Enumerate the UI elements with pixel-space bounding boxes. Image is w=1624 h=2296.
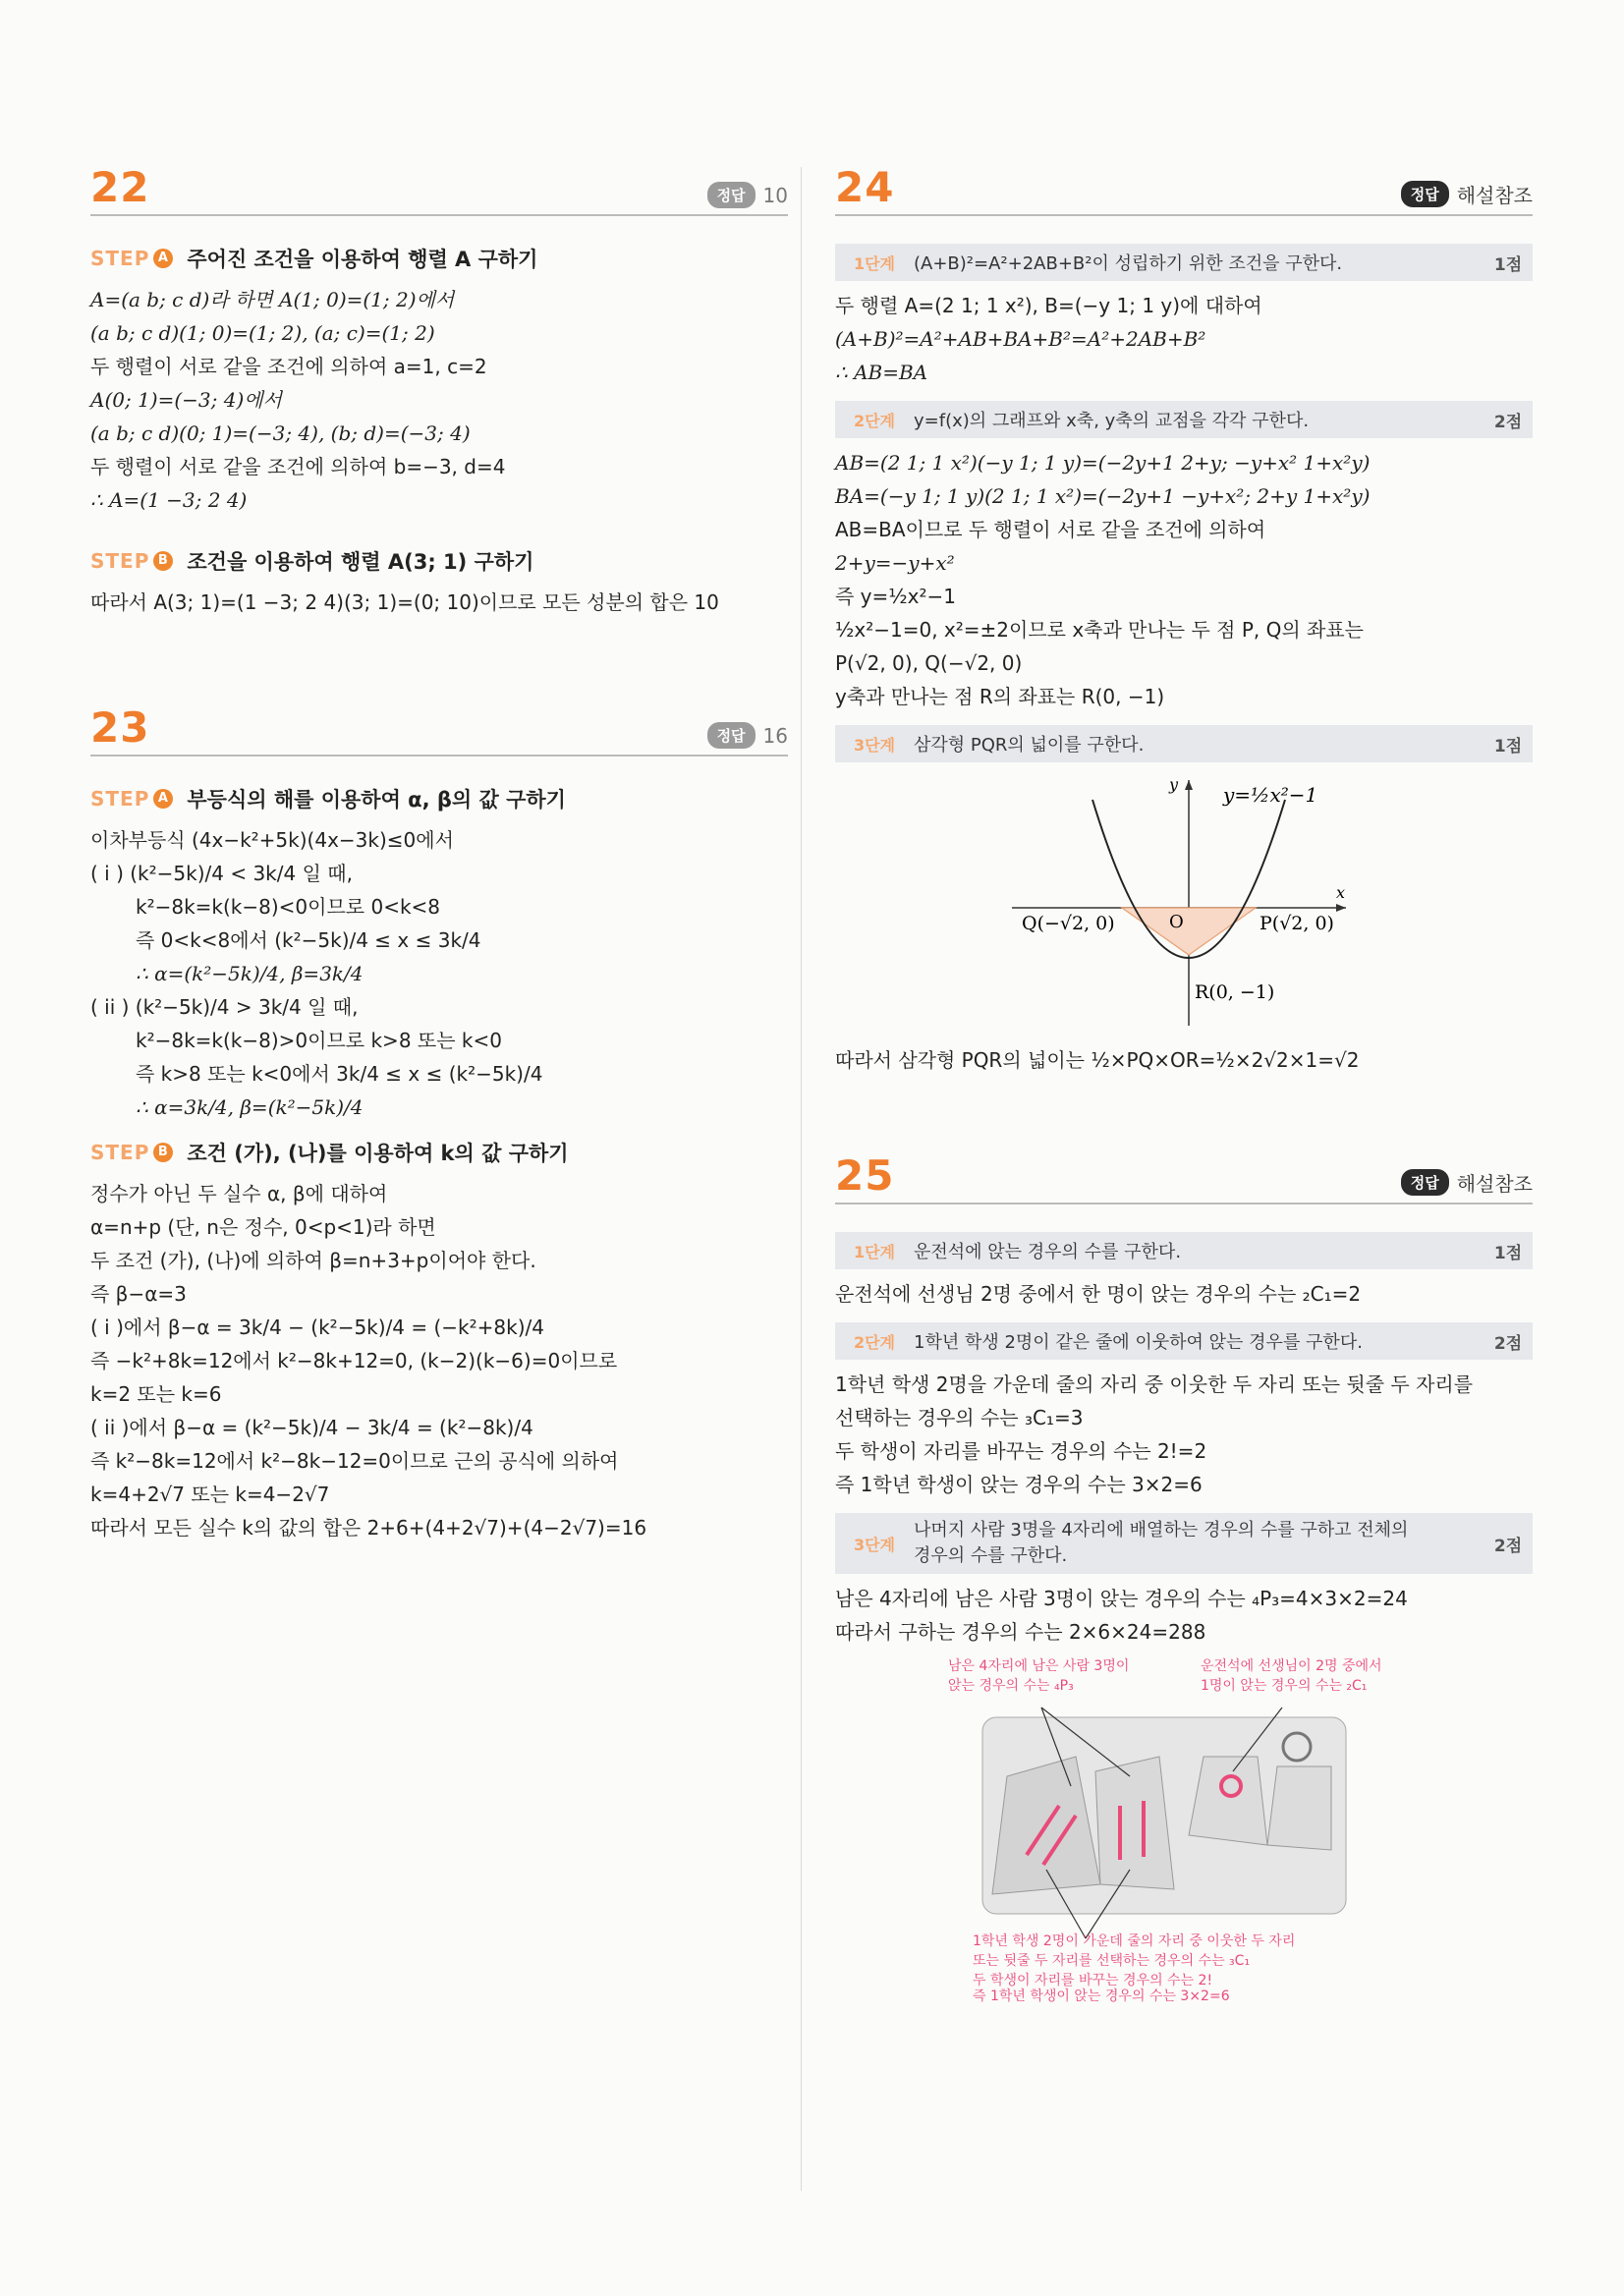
- front-passenger-seat: [1267, 1766, 1331, 1850]
- problem-24-header: [835, 163, 1533, 216]
- annotation-driver-seat-1: 운전석에 선생님이 2명 중에서: [1201, 1658, 1382, 1674]
- step-a-heading: [90, 784, 788, 813]
- solution-line: 운전석에 선생님 2명 중에서 한 명이 앉는 경우의 수는 ₂C₁=2: [835, 1282, 1362, 1306]
- solution-line: 즉 y=½x²−1: [835, 585, 956, 608]
- solution-line: AB=BA이므로 두 행렬이 서로 같을 조건에 의하여: [835, 518, 1266, 541]
- right-column: [835, 163, 1533, 2006]
- step-label: STEP: [90, 787, 150, 811]
- step-title: 주어진 조건을 이용하여 행렬 A 구하기: [187, 248, 538, 271]
- step-text: 운전석에 앉는 경우의 수를 구한다.: [914, 1242, 1182, 1262]
- solution-line: k²−8k=k(k−8)<0이므로 0<k<8: [136, 895, 441, 919]
- solution-line: 두 조건 (가), (나)에 의하여 β=n+3+p이어야 한다.: [90, 1249, 536, 1272]
- solution-line: 두 행렬이 서로 같을 조건에 의하여 a=1, c=2: [90, 355, 487, 378]
- step-letter: A: [153, 789, 173, 809]
- step-title: 조건 (가), (나)를 이용하여 k의 값 구하기: [187, 1142, 569, 1165]
- triangle-pqr: [1122, 908, 1256, 955]
- annotation-remaining-seats-2: 앉는 경우의 수는 ₄P₃: [948, 1678, 1074, 1694]
- step-text: 삼각형 PQR의 넓이를 구한다.: [914, 735, 1145, 756]
- solution-line: BA=(−y 1; 1 y)(2 1; 1 x²)=(−2y+1 −y+x²; 2+y 1+x²y): [835, 484, 1371, 508]
- parabola-graph: [835, 770, 1533, 1036]
- solution-line: AB=(2 1; 1 x²)(−y 1; 1 y)=(−2y+1 2+y; −y+x² 1+x²y): [835, 451, 1371, 475]
- solution-line: (a b; c d)(0; 1)=(−3; 4), (b; d)=(−3; 4): [90, 421, 471, 445]
- solution-line: (A+B)²=A²+AB+BA+B²=A²+2AB+B²: [835, 327, 1206, 351]
- solution-line: 즉 0<k<8에서 (k²−5k)/4 ≤ x ≤ 3k/4: [136, 928, 481, 952]
- solution-line: 두 학생이 자리를 바꾸는 경우의 수는 2!=2: [835, 1439, 1207, 1463]
- step-bar-2: [835, 401, 1533, 438]
- answer-value: 10: [762, 183, 788, 207]
- solution-line: 정수가 아닌 두 실수 α, β에 대하여: [90, 1182, 388, 1205]
- solution-line: 남은 4자리에 남은 사람 3명이 앉는 경우의 수는 ₄P₃=4×3×2=24: [835, 1587, 1408, 1610]
- solution-line: 이차부등식 (4x−k²+5k)(4x−3k)≤0에서: [90, 828, 454, 852]
- step-tag: 3단계: [853, 1535, 896, 1554]
- step-bar-2: [835, 1322, 1533, 1360]
- solution-line: 따라서 모든 실수 k의 값의 합은 2+6+(4+2√7)+(4−2√7)=16: [90, 1516, 647, 1540]
- step-letter: A: [153, 249, 173, 268]
- solution-line: 즉 −k²+8k=12에서 k²−8k+12=0, (k−2)(k−6)=0이므로: [90, 1349, 618, 1372]
- solution-line: P(√2, 0), Q(−√2, 0): [835, 651, 1023, 675]
- annotation-driver-seat-2: 1명이 앉는 경우의 수는 ₂C₁: [1201, 1678, 1368, 1694]
- solution-line: 선택하는 경우의 수는 ₃C₁=3: [835, 1406, 1084, 1429]
- step-points: 1점: [1493, 1243, 1523, 1263]
- step-text-line-1: 나머지 사람 3명을 4자리에 배열하는 경우의 수를 구하고 전체의: [914, 1520, 1409, 1540]
- answer-label: 정답: [1401, 1169, 1449, 1196]
- answer-value: 해설참조: [1456, 184, 1533, 207]
- solution-line: 따라서 A(3; 1)=(1 −3; 2 4)(3; 1)=(0; 10)이므로 모든 성분의 합은 10: [90, 590, 719, 614]
- step-text-line-2: 경우의 수를 구한다.: [914, 1545, 1068, 1566]
- x-axis-label: x: [1336, 883, 1346, 902]
- solution-line: ∴ AB=BA: [835, 361, 928, 384]
- step-points: 1점: [1493, 254, 1523, 275]
- driver-seat: [1189, 1757, 1267, 1845]
- step-points: 2점: [1493, 1536, 1523, 1556]
- problem-22-header: [90, 163, 788, 216]
- step-tag: 2단계: [853, 1332, 896, 1352]
- step-tag: 1단계: [853, 253, 896, 273]
- solution-line: ½x²−1=0, x²=±2이므로 x축과 만나는 두 점 P, Q의 좌표는: [835, 618, 1364, 642]
- step-label: STEP: [90, 549, 150, 573]
- solution-line: k=2 또는 k=6: [90, 1382, 222, 1406]
- annotation-students-1: 1학년 학생 2명이 가운데 줄의 자리 중 이웃한 두 자리: [973, 1933, 1296, 1949]
- solution-line: 따라서 구하는 경우의 수는 2×6×24=288: [835, 1620, 1206, 1644]
- solution-line: ∴ α=3k/4, β=(k²−5k)/4: [136, 1095, 364, 1119]
- problem-23-header: [90, 703, 788, 756]
- problem-number: 24: [835, 163, 895, 211]
- step-text: 1학년 학생 2명이 같은 줄에 이웃하여 앉는 경우를 구한다.: [914, 1332, 1363, 1353]
- answer-label: 정답: [1401, 181, 1449, 207]
- answer-box: [1401, 1168, 1533, 1197]
- answer-box: [707, 182, 788, 208]
- annotation-students-4: 즉 1학년 학생이 앉는 경우의 수는 3×2=6: [973, 1988, 1230, 2002]
- solution-line: 즉 1학년 학생이 앉는 경우의 수는 3×2=6: [835, 1473, 1203, 1496]
- solution-line: 즉 β−α=3: [90, 1282, 187, 1306]
- car-seating-illustration: [835, 1649, 1533, 2002]
- answer-box: [1401, 180, 1533, 208]
- step-a-heading: [90, 244, 788, 273]
- solution-line: ∴ A=(1 −3; 2 4): [90, 488, 248, 512]
- problem-25-header: [835, 1151, 1533, 1204]
- point-p-label: P(√2, 0): [1260, 913, 1334, 934]
- solution-line: 따라서 삼각형 PQR의 넓이는 ½×PQ×OR=½×2√2×1=√2: [835, 1048, 1360, 1072]
- x-axis-arrow: [1336, 904, 1346, 912]
- solution-line: α=n+p (단, n은 정수, 0<p<1)라 하면: [90, 1215, 436, 1239]
- step-tag: 3단계: [853, 735, 896, 755]
- y-axis-label: y: [1169, 775, 1179, 794]
- solution-line: 2+y=−y+x²: [835, 551, 955, 575]
- step-points: 2점: [1493, 412, 1523, 432]
- step-letter: B: [153, 1143, 173, 1162]
- step-text: y=f(x)의 그래프와 x축, y축의 교점을 각각 구한다.: [914, 411, 1310, 431]
- step-letter: B: [153, 551, 173, 571]
- step-points: 2점: [1493, 1333, 1523, 1354]
- solution-line: ( i ) (k²−5k)/4 < 3k/4 일 때,: [90, 862, 353, 885]
- annotation-students-2: 또는 뒷줄 두 자리를 선택하는 경우의 수는 ₃C₁: [973, 1953, 1251, 1969]
- step-tag: 1단계: [853, 1242, 896, 1261]
- solution-line: y축과 만나는 점 R의 좌표는 R(0, −1): [835, 685, 1165, 708]
- solution-line: 두 행렬 A=(2 1; 1 x²), B=(−y 1; 1 y)에 대하여: [835, 294, 1262, 317]
- step-text: (A+B)²=A²+2AB+B²이 성립하기 위한 조건을 구한다.: [914, 253, 1343, 274]
- answer-label: 정답: [707, 182, 756, 208]
- y-axis-arrow: [1185, 780, 1193, 790]
- solution-line: A(0; 1)=(−3; 4)에서: [90, 388, 282, 412]
- solution-line: k=4+2√7 또는 k=4−2√7: [90, 1483, 330, 1506]
- step-label: STEP: [90, 247, 150, 270]
- step-title: 조건을 이용하여 행렬 A(3; 1) 구하기: [187, 550, 534, 574]
- solution-line: (a b; c d)(1; 0)=(1; 2), (a; c)=(1; 2): [90, 321, 435, 345]
- curve-label: y=½x²−1: [1223, 783, 1318, 807]
- step-b-heading: [90, 1138, 788, 1167]
- step-label: STEP: [90, 1141, 150, 1164]
- step-bar-3: [835, 725, 1533, 762]
- solution-line: k²−8k=k(k−8)>0이므로 k>8 또는 k<0: [136, 1029, 502, 1052]
- point-q-label: Q(−√2, 0): [1022, 913, 1115, 934]
- problem-number: 23: [90, 703, 150, 752]
- problem-number: 25: [835, 1151, 895, 1200]
- step-tag: 2단계: [853, 411, 896, 430]
- answer-value: 해설참조: [1456, 1172, 1533, 1196]
- car-interior-icon: [982, 1708, 1346, 1938]
- solution-line: ( i )에서 β−α = 3k/4 − (k²−5k)/4 = (−k²+8k)/4: [90, 1316, 544, 1339]
- point-r-label: R(0, −1): [1195, 981, 1275, 1003]
- solution-line: ( ii ) (k²−5k)/4 > 3k/4 일 때,: [90, 995, 359, 1019]
- origin-label: O: [1169, 912, 1184, 932]
- solution-line: 즉 k>8 또는 k<0에서 3k/4 ≤ x ≤ (k²−5k)/4: [136, 1062, 543, 1086]
- solution-line: A=(a b; c d)라 하면 A(1; 0)=(1; 2)에서: [90, 288, 455, 311]
- step-bar-3: [835, 1513, 1533, 1574]
- problem-number: 22: [90, 163, 150, 211]
- solution-line: 즉 k²−8k=12에서 k²−8k−12=0이므로 근의 공식에 의하여: [90, 1449, 619, 1473]
- answer-label: 정답: [707, 722, 756, 749]
- step-b-heading: [90, 546, 788, 576]
- solution-line: ( ii )에서 β−α = (k²−5k)/4 − 3k/4 = (k²−8k)/4: [90, 1416, 533, 1439]
- step-title: 부등식의 해를 이용하여 α, β의 값 구하기: [187, 788, 566, 812]
- annotation-students-3: 두 학생이 자리를 바꾸는 경우의 수는 2!: [973, 1973, 1213, 1988]
- answer-value: 16: [762, 723, 788, 748]
- column-divider: [801, 167, 802, 2191]
- step-bar-1: [835, 244, 1533, 281]
- left-column: [90, 163, 788, 1544]
- solution-line: 1학년 학생 2명을 가운데 줄의 자리 중 이웃한 두 자리 또는 뒷줄 두 자리를: [835, 1372, 1474, 1396]
- answer-box: [707, 722, 788, 749]
- step-points: 1점: [1493, 736, 1523, 756]
- annotation-remaining-seats-1: 남은 4자리에 남은 사람 3명이: [948, 1658, 1130, 1674]
- solution-line: ∴ α=(k²−5k)/4, β=3k/4: [136, 962, 364, 985]
- solution-line: 두 행렬이 서로 같을 조건에 의하여 b=−3, d=4: [90, 455, 506, 478]
- step-bar-1: [835, 1232, 1533, 1269]
